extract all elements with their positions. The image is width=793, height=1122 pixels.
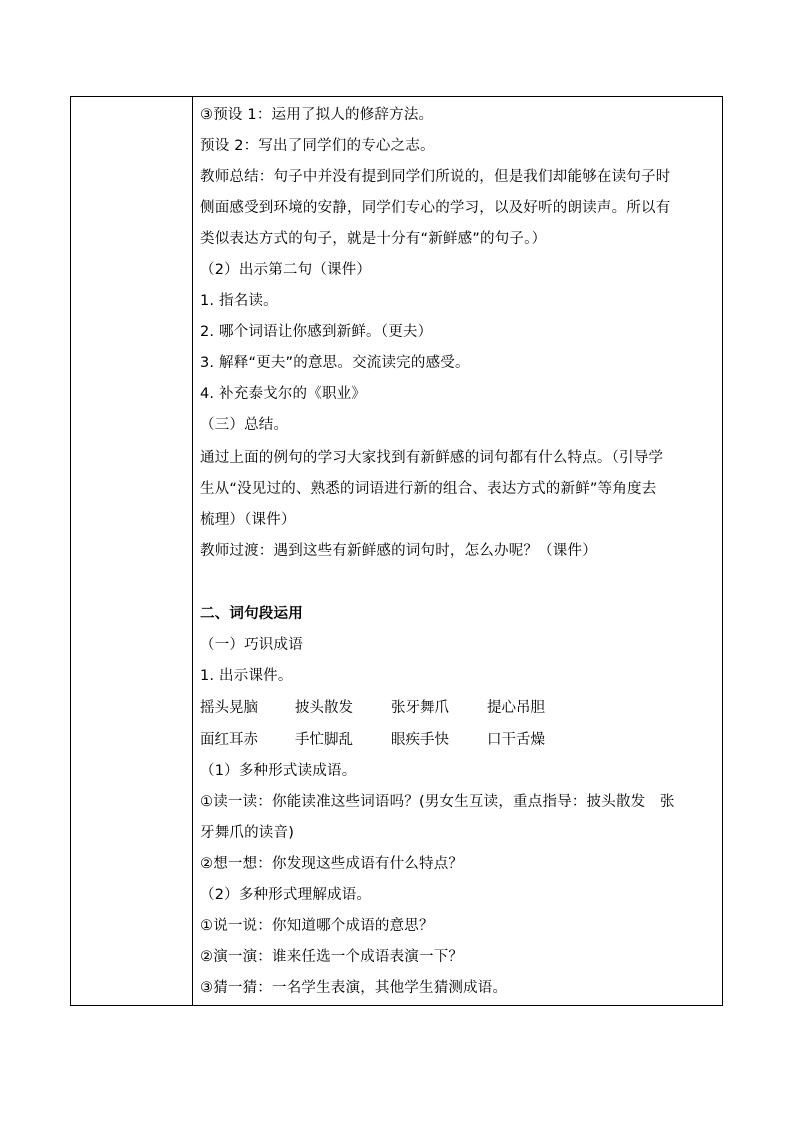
text-line: 生从“没见过的、熟悉的词语进行新的组合、表达方式的新鲜”等角度去 bbox=[200, 481, 657, 497]
text-line: ①读一读：你能读准这些词语吗？(男女生互读，重点指导：披头散发 张 bbox=[200, 794, 675, 810]
text-line: 牙舞爪的读音) bbox=[200, 825, 295, 841]
text-line: 通过上面的例句的学习大家找到有新鲜感的词句都有什么特点。（引导学 bbox=[200, 450, 664, 466]
text-line: 预设 2：写出了同学们的专心之志。 bbox=[200, 138, 435, 154]
text-line: 1. 指名读。 bbox=[200, 293, 278, 309]
lesson-table bbox=[70, 96, 723, 1006]
text-line: 4. 补充泰戈尔的《职业》 bbox=[200, 386, 367, 402]
idiom: 摇头晃脑 bbox=[200, 700, 258, 716]
section-heading: 二、词句段运用 bbox=[200, 606, 303, 622]
text-line: ①说一说：你知道哪个成语的意思？ bbox=[200, 918, 434, 934]
text-line: 教师过渡：遇到这些有新鲜感的词句时，怎么办呢？（课件） bbox=[200, 543, 597, 559]
text-line: （2）多种形式理解成语。 bbox=[200, 887, 372, 903]
idiom: 披头散发 bbox=[295, 700, 353, 716]
text-line: （2）出示第二句（课件） bbox=[200, 262, 372, 278]
text-line: ②想一想：你发现这些成语有什么特点？ bbox=[200, 856, 464, 872]
text-line: 梳理）（课件） bbox=[200, 512, 296, 528]
text-line: 教师总结：句子中并没有提到同学们所说的，但是我们却能够在读句子时 bbox=[200, 169, 671, 185]
content-cell bbox=[193, 97, 722, 1005]
text-line: 类似表达方式的句子，就是十分有“新鲜感”的句子。） bbox=[200, 231, 547, 247]
text-line: 3. 解释“更夫”的意思。交流读完的感受。 bbox=[200, 355, 470, 371]
idiom: 口干舌燥 bbox=[487, 732, 545, 748]
text-line: 1. 出示课件。 bbox=[200, 668, 293, 684]
text-line: （1）多种形式读成语。 bbox=[200, 763, 357, 779]
idiom: 手忙脚乱 bbox=[295, 732, 353, 748]
idiom: 面红耳赤 bbox=[200, 732, 258, 748]
left-cell bbox=[71, 97, 192, 1005]
text-line: （一）巧识成语 bbox=[200, 637, 303, 653]
idiom: 眼疾手快 bbox=[391, 732, 449, 748]
text-line: 侧面感受到环境的安静，同学们专心的学习，以及好听的朗读声。所以有 bbox=[200, 200, 671, 216]
text-line: ②演一演：谁来任选一个成语表演一下？ bbox=[200, 949, 464, 965]
text-line: 2. 哪个词语让你感到新鲜。（更夫） bbox=[200, 324, 433, 340]
text-line: （三）总结。 bbox=[200, 417, 289, 433]
text-line: ③猜一猜：一名学生表演，其他学生猜测成语。 bbox=[200, 980, 508, 996]
idiom: 提心吊胆 bbox=[487, 700, 545, 716]
text-line: ③预设 1：运用了拟人的修辞方法。 bbox=[200, 107, 434, 123]
idiom: 张牙舞爪 bbox=[391, 700, 449, 716]
